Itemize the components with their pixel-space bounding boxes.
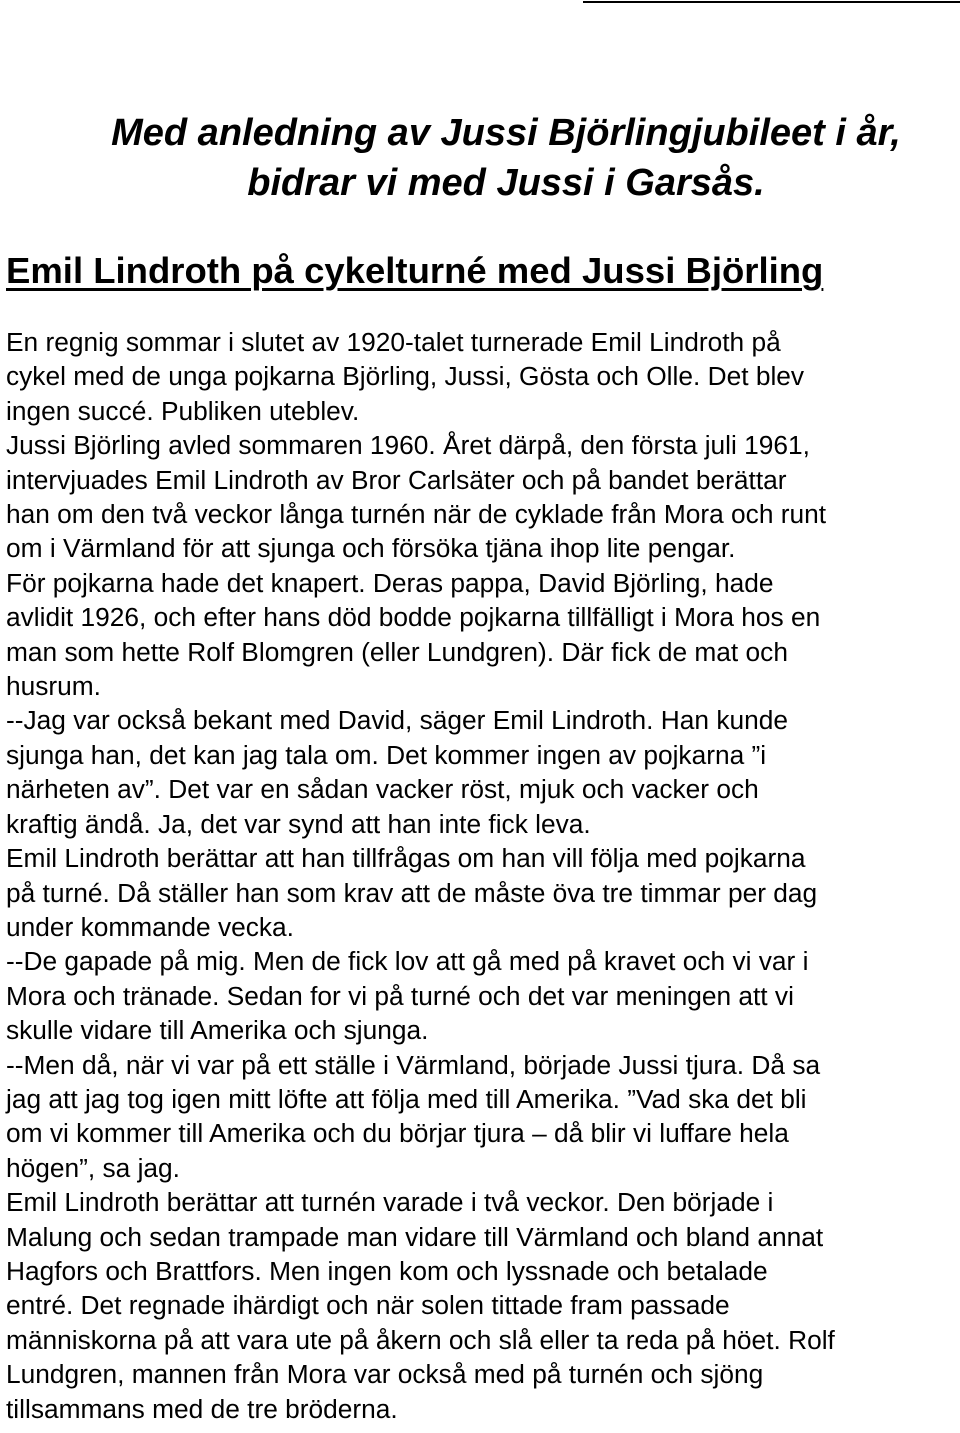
body-line: ingen succé. Publiken uteblev. <box>6 395 360 426</box>
body-line: tillsammans med de tre bröderna. <box>6 1393 398 1424</box>
body-line: En regnig sommar i slutet av 1920-talet turnerade Emil Lindroth på <box>6 327 781 357</box>
top-rule <box>583 1 960 3</box>
body-line: --De gapade på mig. Men de fick lov att gå med på kravet och vi var i <box>6 946 809 977</box>
body-line: på turné. Då ställer han som krav att de måste öva tre timmar per dag <box>6 877 818 908</box>
body-line: Jussi Björling avled sommaren 1960. Året därpå, den första juli 1961, <box>6 430 810 461</box>
body-line: under kommande vecka. <box>6 911 294 942</box>
body-line: Hagfors och Brattfors. Men ingen kom och lyssnade och betalade <box>6 1255 768 1286</box>
body-line: intervjuades Emil Lindroth av Bror Carlsäter och på bandet berättar <box>6 464 787 495</box>
body-line: Emil Lindroth berättar att turnén varade i två veckor. Den började i <box>6 1187 774 1218</box>
body-line: kraftig ändå. Ja, det var synd att han inte fick leva. <box>6 808 591 839</box>
intro-line-1: Med anledning av Jussi Björlingjubileet i år, <box>111 112 901 154</box>
body-line: om vi kommer till Amerika och du börjar tjura – då blir vi luffare hela <box>6 1118 789 1149</box>
body-line: Malung och sedan trampade man vidare till Värmland och bland annat <box>6 1221 824 1252</box>
body-line: Lundgren, mannen från Mora var också med på turnén och sjöng <box>6 1359 764 1390</box>
intro-heading <box>0 108 960 208</box>
body-line: cykel med de unga pojkarna Björling, Jussi, Gösta och Olle. Det blev <box>6 361 805 392</box>
body-line: --Jag var också bekant med David, säger Emil Lindroth. Han kunde <box>6 705 788 736</box>
body-line: om i Värmland för att sjunga och försöka tjäna ihop lite pengar. <box>6 533 736 564</box>
body-line: sjunga han, det kan jag tala om. Det kommer ingen av pojkarna ”i <box>6 739 767 770</box>
body-line: jag att jag tog igen mitt löfte att följa med till Amerika. ”Vad ska det bli <box>6 1083 807 1114</box>
body-line: --Men då, när vi var på ett ställe i Värmland, började Jussi tjura. Då sa <box>6 1049 821 1080</box>
body-line: husrum. <box>6 671 101 702</box>
body-line: För pojkarna hade det knapert. Deras pappa, David Björling, hade <box>6 567 774 598</box>
intro-line-2: bidrar vi med Jussi i Garsås. <box>247 162 765 204</box>
body-line: högen”, sa jag. <box>6 1152 180 1183</box>
body-line: Mora och tränade. Sedan for vi på turné och det var meningen att vi <box>6 980 794 1011</box>
body-line: han om den två veckor långa turnén när de cyklade från Mora och runt <box>6 499 827 530</box>
article-headline: Emil Lindroth på cykelturné med Jussi Björling <box>6 250 824 291</box>
article-body <box>6 325 958 1426</box>
body-line: skulle vidare till Amerika och sjunga. <box>6 1015 429 1046</box>
body-line: man som hette Rolf Blomgren (eller Lundgren). Där fick de mat och <box>6 636 788 667</box>
body-line: Emil Lindroth berättar att han tillfrågas om han vill följa med pojkarna <box>6 843 806 874</box>
body-line: närheten av”. Det var en sådan vacker röst, mjuk och vacker och <box>6 774 759 805</box>
body-line: entré. Det regnade ihärdigt och när solen tittade fram passade <box>6 1290 730 1321</box>
body-line: människorna på att vara ute på åkern och slå eller ta reda på höet. Rolf <box>6 1324 835 1355</box>
body-line: avlidit 1926, och efter hans död bodde pojkarna tillfälligt i Mora hos en <box>6 602 821 633</box>
